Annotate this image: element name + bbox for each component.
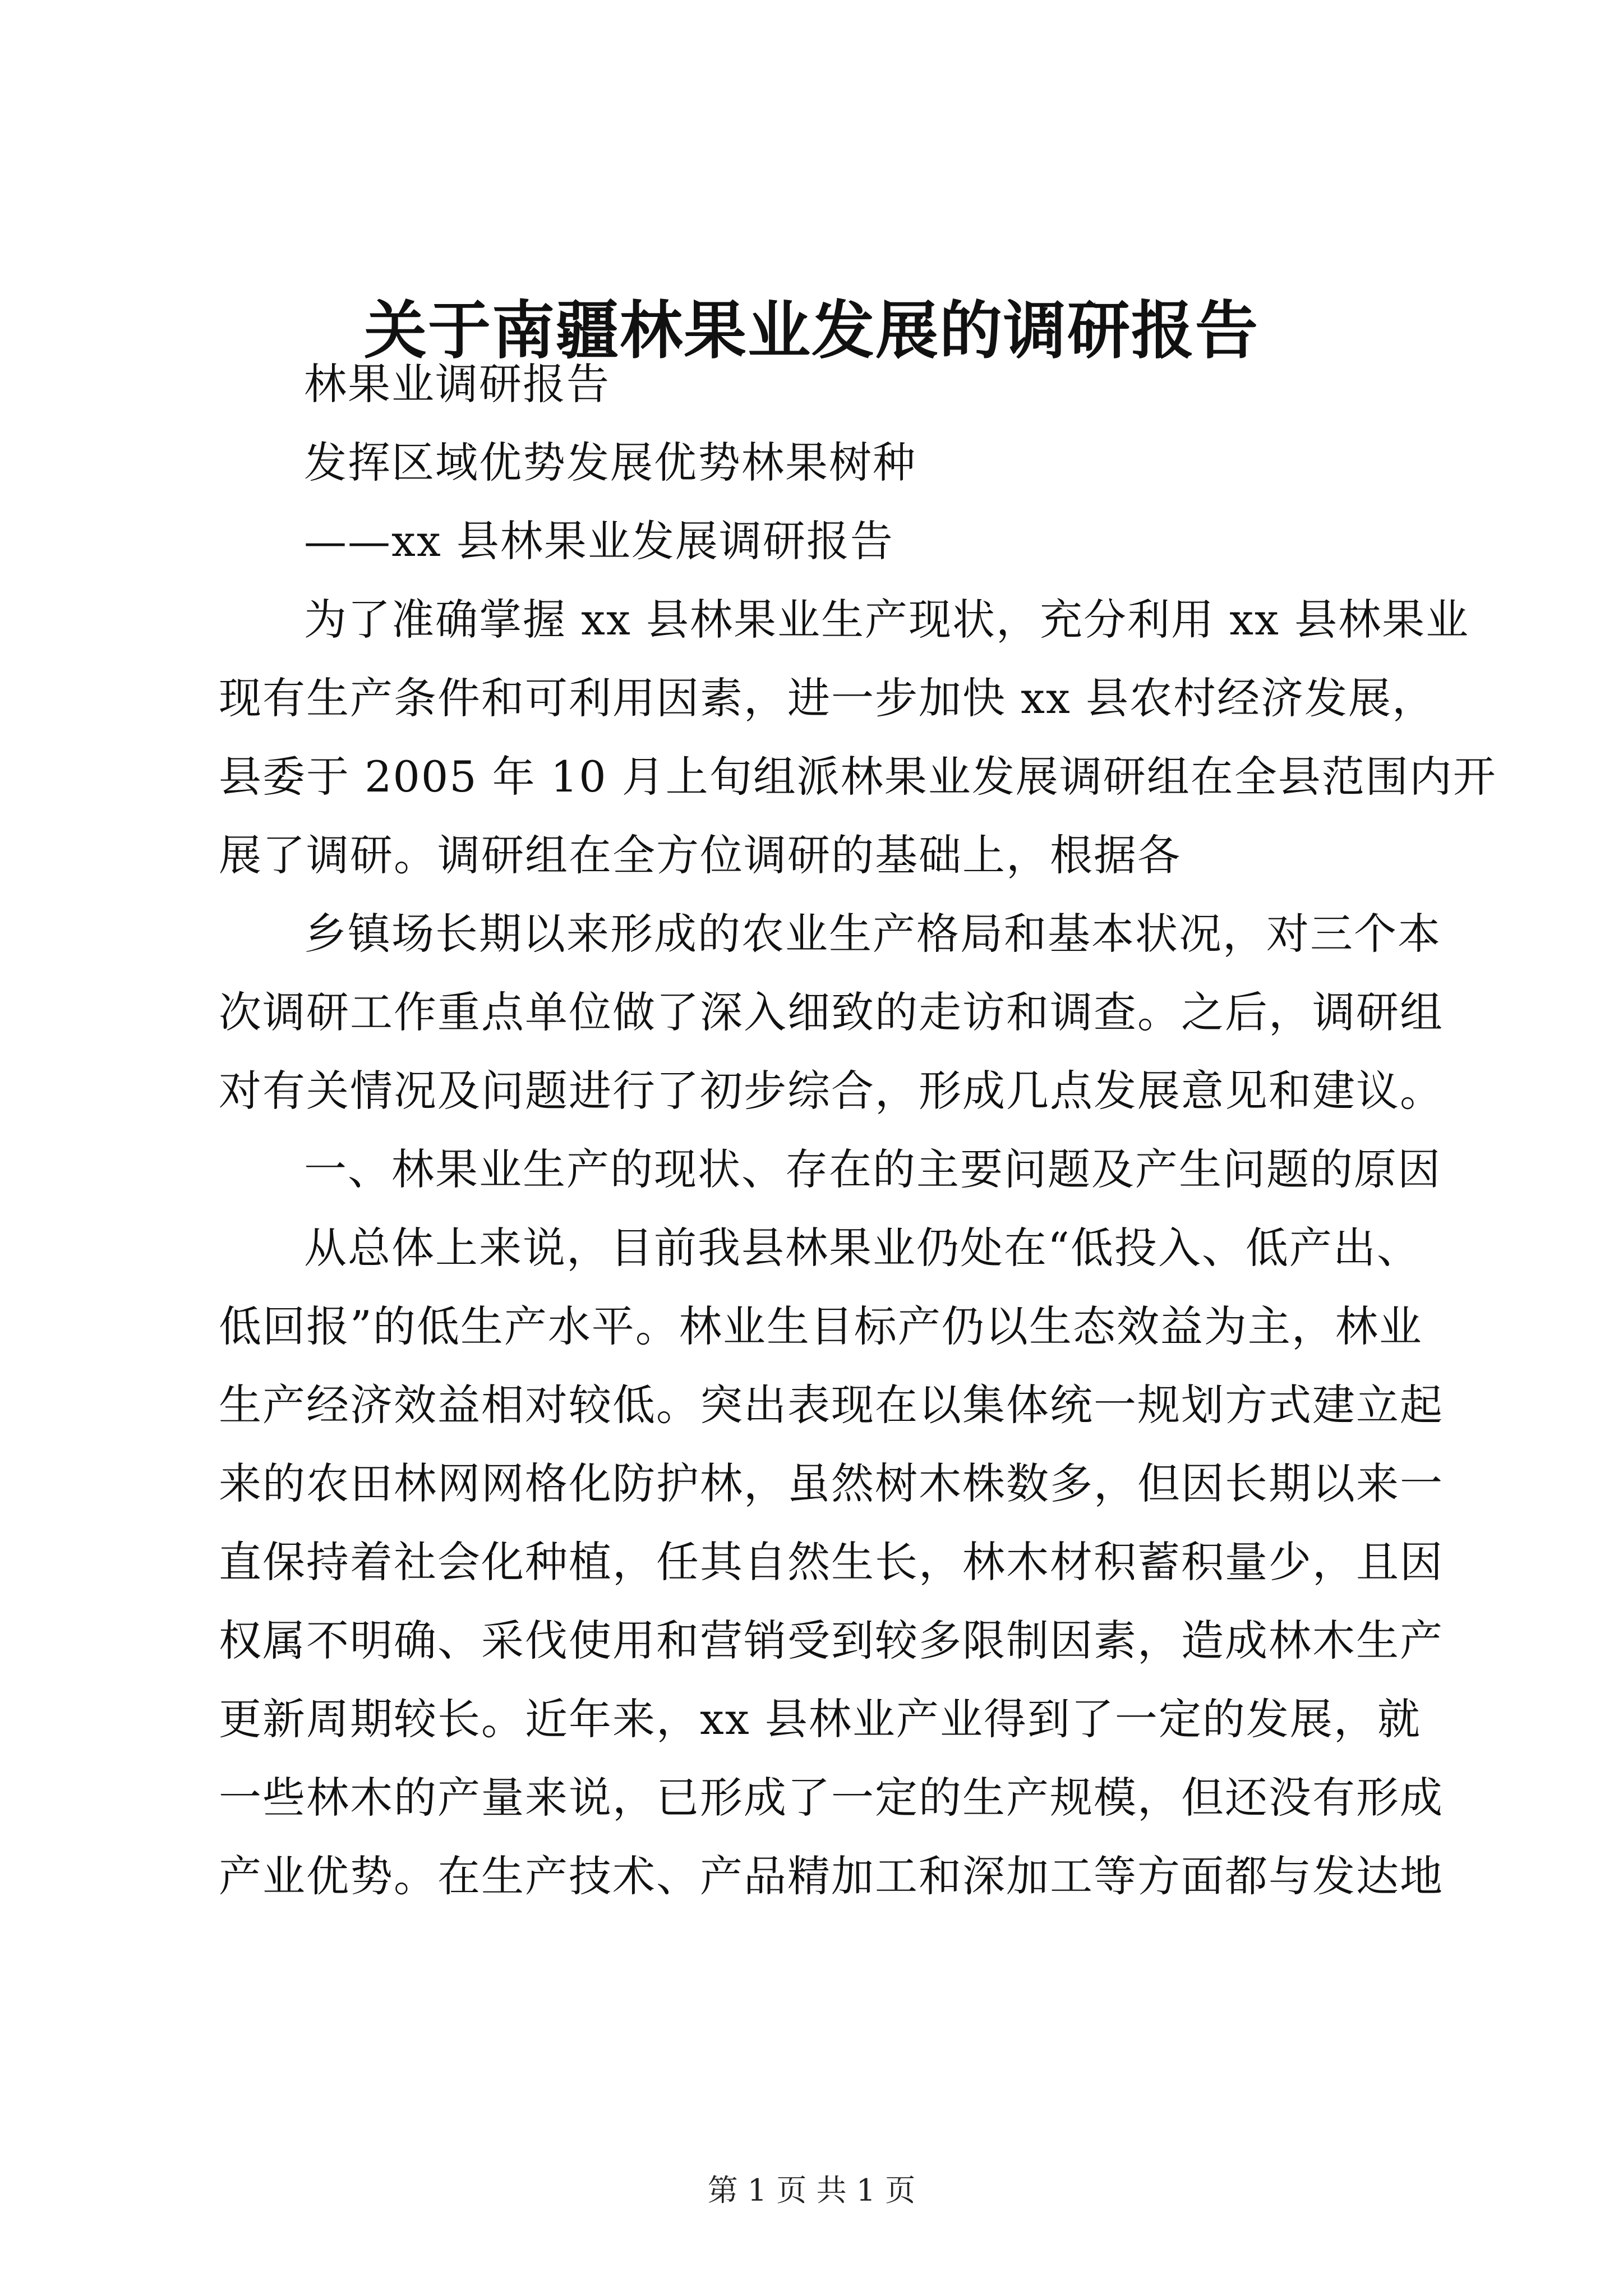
body-line: 产业优势。在生产技术、产品精加工和深加工等方面都与发达地	[219, 1851, 1444, 1901]
page-footer: 第 1 页 共 1 页	[707, 2173, 916, 2208]
body-line: 现有生产条件和可利用因素，进一步加快 xx 县农村经济发展，	[219, 673, 1436, 723]
body-line: ——xx 县林果业发展调研报告	[304, 516, 894, 566]
body-line: 权属不明确、采伐使用和营销受到较多限制因素，造成林木生产	[219, 1616, 1444, 1665]
body-line: 为了准确掌握 xx 县林果业生产现状，充分利用 xx 县林果业	[304, 595, 1470, 645]
document-body	[219, 345, 1497, 1916]
body-line: 林果业调研报告	[304, 359, 610, 409]
body-line: 直保持着社会化种植，任其自然生长，林木材积蓄积量少，且因	[219, 1537, 1444, 1587]
body-line: 次调研工作重点单位做了深入细致的走访和调查。之后，调研组	[219, 987, 1444, 1037]
body-line: 从总体上来说，目前我县林果业仍处在“低投入、低产出、	[304, 1223, 1421, 1273]
body-line: 生产经济效益相对较低。突出表现在以集体统一规划方式建立起	[219, 1380, 1444, 1430]
body-line: 一些林木的产量来说，已形成了一定的生产规模，但还没有形成	[219, 1773, 1444, 1823]
body-line: 县委于 2005 年 10 月上旬组派林果业发展调研组在全县范围内开	[219, 752, 1497, 802]
body-line: 一、林果业生产的现状、存在的主要问题及产生问题的原因	[304, 1144, 1441, 1194]
body-line: 低回报”的低生产水平。林业生目标产仍以生态效益为主，林业	[219, 1301, 1423, 1351]
document-title: 关于南疆林果业发展的调研报告	[364, 294, 1259, 367]
body-line: 发挥区域优势发展优势林果树种	[304, 438, 916, 487]
body-line: 更新周期较长。近年来，xx 县林业产业得到了一定的发展，就	[219, 1694, 1421, 1744]
body-line: 展了调研。调研组在全方位调研的基础上，根据各	[219, 830, 1181, 880]
body-line: 乡镇场长期以来形成的农业生产格局和基本状况，对三个本	[304, 909, 1441, 959]
body-line: 来的农田林网网格化防护林，虽然树木株数多，但因长期以来一	[219, 1458, 1444, 1508]
body-line: 对有关情况及问题进行了初步综合，形成几点发展意见和建议。	[219, 1066, 1444, 1116]
